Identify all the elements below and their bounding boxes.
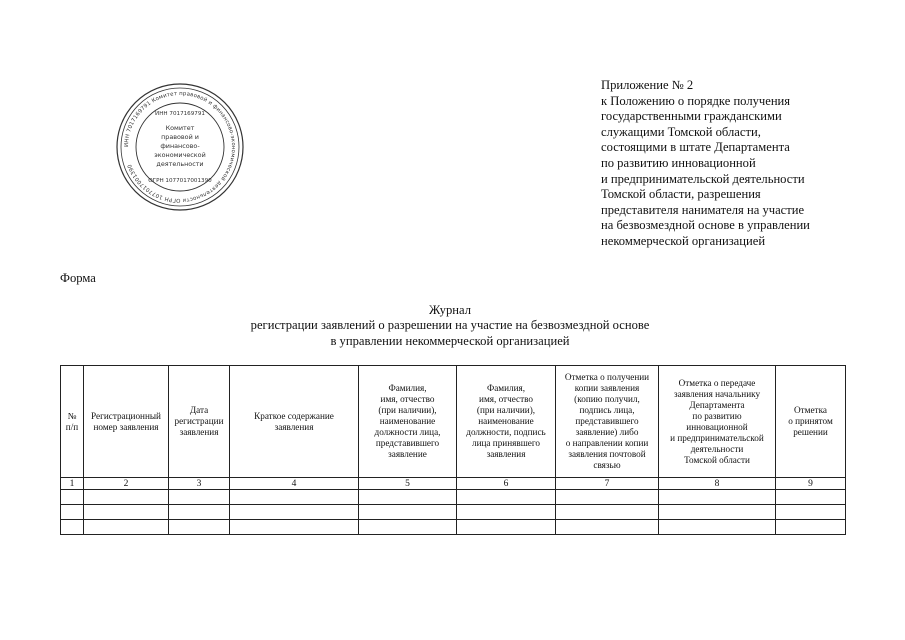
journal-title-line: в управлении некоммерческой организацией (330, 333, 570, 348)
column-header-line: Отметка о получении (564, 372, 650, 382)
column-header-line: должности лица, (374, 427, 441, 437)
column-header-line: заявление (388, 449, 427, 459)
table-cell (84, 520, 169, 535)
column-header-line: (при наличии), (378, 405, 437, 415)
table-cell (359, 520, 457, 535)
column-header-line: деятельности (690, 443, 744, 454)
column-header (61, 366, 84, 478)
table-cell (457, 520, 556, 535)
table-cell (457, 490, 556, 505)
table-cell (659, 520, 776, 535)
table-row (61, 520, 846, 535)
table-cell (776, 505, 846, 520)
column-header-line: должности, подпись (466, 427, 546, 437)
appendix-line: некоммерческой организацией (601, 233, 766, 248)
appendix-line: Приложение № 2 (601, 78, 694, 92)
column-header-line: номер заявления (93, 421, 159, 432)
column-header-line: заявления почтовой (568, 449, 646, 459)
table-cell (61, 520, 84, 535)
column-header-line: п/п (65, 421, 79, 432)
appendix-line: к Положению о порядке получения (601, 93, 791, 108)
column-number-cell: 9 (776, 478, 846, 490)
column-header-line: заявления начальнику (673, 388, 761, 399)
column-header-line: Департамента (689, 399, 745, 410)
table-cell (556, 520, 659, 535)
table-row (61, 490, 846, 505)
column-header-line: и предпринимательской (670, 432, 764, 443)
appendix-line: на безвозмездной основе в управлении (601, 218, 810, 233)
form-label: Форма (60, 271, 96, 285)
column-header-line: инновационной (686, 421, 748, 432)
appendix-line: представителя нанимателя на участие (601, 202, 805, 217)
table-cell (556, 505, 659, 520)
column-header-line: регистрации (174, 416, 224, 426)
column-number-cell: 8 (659, 478, 776, 490)
column-header-line: о направлении копии (565, 438, 649, 448)
column-header-line: о принятом (788, 416, 833, 426)
journal-title-line: Журнал (429, 303, 471, 317)
journal-title-line: регистрации заявлений о разрешении на участие на безвозмездной основе (250, 318, 650, 333)
seal-center-line: Комитет (165, 124, 195, 132)
table-cell (230, 490, 359, 505)
column-header-line: Фамилия, (388, 383, 427, 393)
seal-ogrn: ОГРН 1077017001390 (148, 178, 212, 184)
table-cell (84, 505, 169, 520)
seal-inn: ИНН 7017169791 (155, 111, 205, 117)
column-header-line: заявления (486, 449, 526, 459)
column-header-line: (копию получил, (574, 394, 640, 404)
column-header-line: Отметка о передаче (678, 377, 756, 388)
column-header-line: связью (593, 460, 621, 470)
column-header-line: решении (793, 427, 828, 437)
seal-center-line: правовой и (161, 133, 199, 141)
table-row (61, 505, 846, 520)
table-cell (61, 490, 84, 505)
table-cell (776, 520, 846, 535)
column-number-cell: 4 (230, 478, 359, 490)
column-number-cell: 3 (169, 478, 230, 490)
column-header-line: заявления (179, 427, 219, 437)
column-header-line: заявление) либо (575, 427, 639, 437)
appendix-line: состоящими в штате Департамента (601, 140, 790, 155)
table-cell (359, 490, 457, 505)
column-number-cell: 7 (556, 478, 659, 490)
column-number-cell: 1 (61, 478, 84, 490)
column-number-row (61, 478, 846, 490)
column-header-line: имя, отчество (380, 394, 435, 404)
column-header-line: лица принявшего (472, 438, 540, 448)
table-cell (169, 490, 230, 505)
table-cell (776, 490, 846, 505)
seal-center-line: деятельности (156, 160, 204, 168)
appendix-line: Томской области, разрешения (601, 187, 761, 202)
table-cell (359, 505, 457, 520)
column-header-line: Отметка (794, 405, 827, 415)
column-header-line: Дата (189, 405, 209, 415)
table-cell (556, 490, 659, 505)
column-header-line: Краткое содержание (254, 410, 334, 421)
table-cell (457, 505, 556, 520)
column-header-line: № (67, 410, 77, 421)
column-number-cell: 2 (84, 478, 169, 490)
column-header-line: (при наличии), (476, 405, 536, 415)
table-cell (230, 520, 359, 535)
column-header-line: представившего (375, 438, 440, 448)
column-header (230, 366, 359, 478)
appendix-heading (601, 78, 891, 250)
column-header-line: заявления (274, 421, 314, 432)
table-cell (230, 505, 359, 520)
column-header (84, 366, 169, 478)
registration-journal-table (60, 365, 846, 535)
seal-ring-text: ИНН 7017169791 Комитет правовой и финансово-экономической деятельности ОГРН 1077017001390 (123, 90, 237, 204)
column-header (359, 366, 457, 478)
appendix-line: государственными гражданскими (601, 109, 782, 124)
column-header-line: Регистрационный (91, 410, 161, 421)
table-cell (659, 490, 776, 505)
column-header (169, 366, 230, 478)
table-cell (169, 520, 230, 535)
column-header-line: Фамилия, (486, 383, 526, 393)
column-number-cell: 5 (359, 478, 457, 490)
column-number-cell: 6 (457, 478, 556, 490)
column-header-line: Томской области (684, 454, 750, 465)
seal-center-line: финансово- (160, 142, 200, 150)
column-header-line: наименование (478, 416, 534, 426)
appendix-line: по развитию инновационной (601, 155, 756, 170)
column-header (659, 366, 776, 478)
appendix-line: служащими Томской области, (601, 124, 761, 139)
official-seal-stamp (115, 82, 245, 212)
column-header (776, 366, 846, 478)
column-header-line: имя, отчество (479, 394, 533, 404)
table-cell (659, 505, 776, 520)
table-cell (84, 490, 169, 505)
column-header-line: копии заявления (574, 383, 640, 393)
table-header-row (61, 366, 846, 478)
column-header (556, 366, 659, 478)
appendix-line: и предпринимательской деятельности (601, 171, 805, 186)
seal-center-line: экономической (154, 151, 206, 159)
table-cell (61, 505, 84, 520)
column-header-line: наименование (379, 416, 436, 426)
column-header (457, 366, 556, 478)
column-header-line: представившего (575, 416, 639, 426)
table-cell (169, 505, 230, 520)
column-header-line: подпись лица, (579, 405, 635, 415)
column-header-line: по развитию (692, 410, 742, 421)
journal-title (170, 303, 730, 349)
